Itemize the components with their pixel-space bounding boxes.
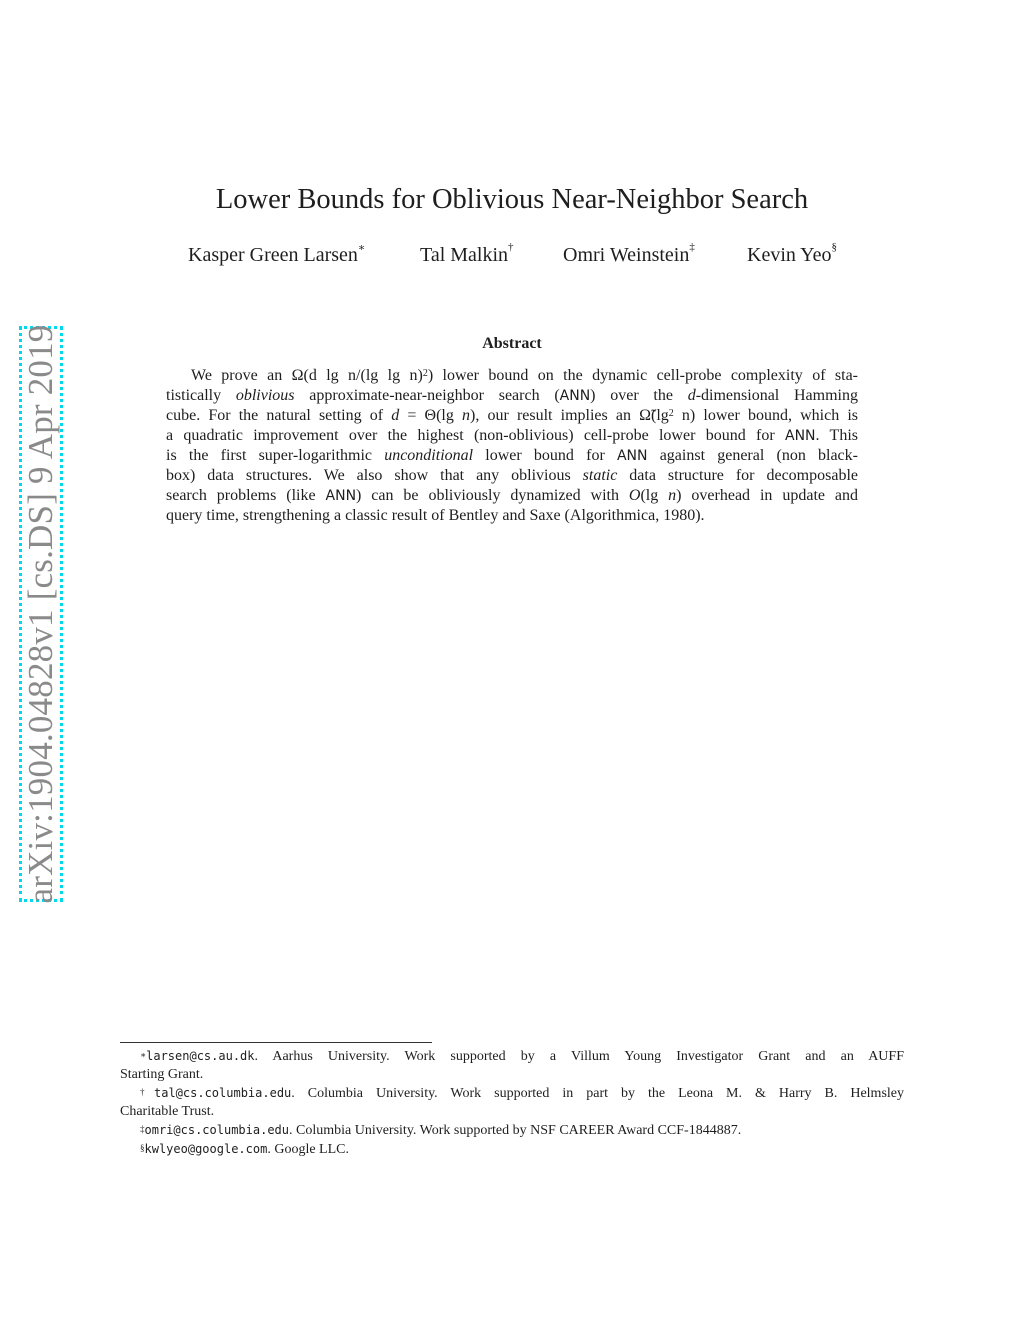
arxiv-stamp xyxy=(19,326,63,902)
footnote-2-cont: Charitable Trust. xyxy=(120,1103,215,1119)
author-3: Omri Weinstein‡ xyxy=(563,241,695,266)
email-link[interactable]: omri@cs.columbia.edu xyxy=(144,1123,289,1137)
paper-title: Lower Bounds for Oblivious Near-Neighbor Search xyxy=(215,184,809,215)
email-link[interactable]: tal@cs.columbia.edu xyxy=(154,1086,292,1100)
footnote-3: ‡omri@cs.columbia.edu. Columbia University. Work supported by NSF CAREER Award CCF-1844887. xyxy=(140,1123,742,1138)
abstract-line: search problems (like ANN) can be obliviously dynamized with O(lg n) overhead in update and xyxy=(166,487,859,504)
footnotes xyxy=(120,1047,904,1158)
abstract-heading: Abstract xyxy=(482,335,542,352)
abstract-line: is the first super-logarithmic unconditional lower bound for ANN against general (non black- xyxy=(166,447,858,464)
abstract-line: query time, strengthening a classic result of Bentley and Saxe (Algorithmica, 1980). xyxy=(166,507,705,524)
footnote-1: ∗larsen@cs.au.dk. Aarhus University. Work supported by a Villum Young Investigator Grant and an AUFF xyxy=(140,1049,904,1064)
abstract-line: cube. For the natural setting of d = Θ(lg n), our result implies an $\Omegã(\lg^2$ n) lower bound, which is xyxy=(166,407,859,424)
abstract-line: tistically oblivious approximate-near-neighbor search (ANN) over the d-dimensional Hamming xyxy=(166,387,858,404)
abstract-body xyxy=(166,366,858,526)
footnote-rule xyxy=(120,1042,432,1043)
footnote-2: †tal@cs.columbia.edu. Columbia University. Work supported in part by the Leona M. & Harry B. Helmsley xyxy=(140,1086,904,1101)
abstract-line: box) data structures. We also show that any oblivious static data structure for decomposable xyxy=(166,467,858,484)
author-2: Tal Malkin† xyxy=(420,241,514,266)
email-link[interactable]: larsen@cs.au.dk xyxy=(146,1049,255,1063)
author-4: Kevin Yeo§ xyxy=(747,241,837,266)
footnote-1-cont: Starting Grant. xyxy=(120,1066,204,1082)
footnote-4: §kwlyeo@google.com. Google LLC. xyxy=(140,1141,349,1157)
arxiv-identifier: arXiv:1904.04828v1 [cs.DS] 9 Apr 2019 xyxy=(21,324,60,904)
email-link[interactable]: kwlyeo@google.com xyxy=(144,1141,268,1156)
abstract-line: a quadratic improvement over the highest (non-oblivious) cell-probe lower bound for ANN. This xyxy=(166,427,858,444)
abstract-line: We prove an Ω(d lg n/(lg lg n)$^2$) lower bound on the dynamic cell-probe complexity of sta- xyxy=(191,367,859,384)
author-1: Kasper Green Larsen∗ xyxy=(188,242,366,266)
